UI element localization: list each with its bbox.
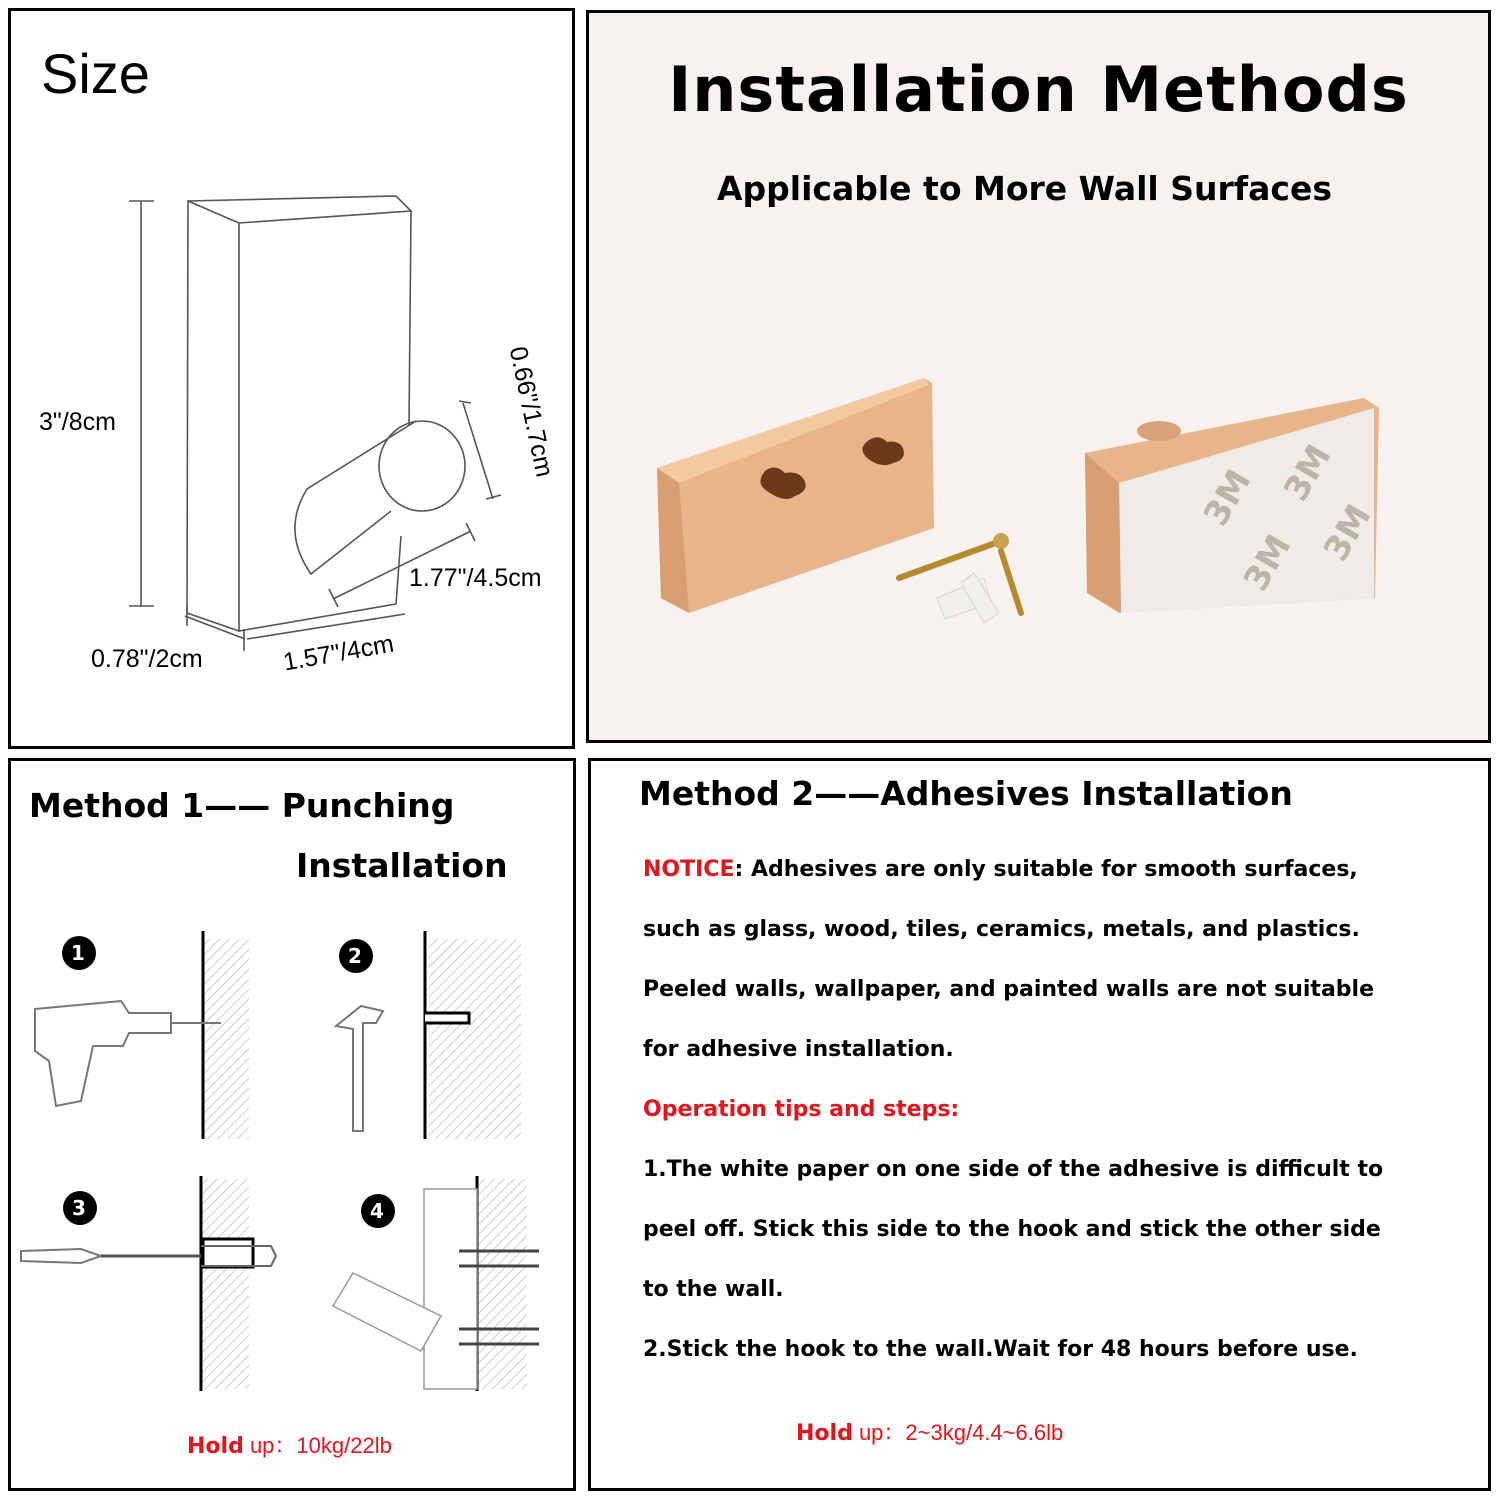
method2-title: Method 2——Adhesives Installation	[639, 774, 1293, 813]
product-photo	[589, 13, 1491, 743]
dim-height-label: 3"/8cm	[39, 408, 116, 436]
step-line-3: to the wall.	[643, 1277, 784, 1302]
step-number-1: 1	[71, 941, 85, 965]
notice-line-3: Peeled walls, wallpaper, and painted walls are not suitable	[643, 977, 1375, 1002]
hold-word: Hold	[187, 1434, 244, 1459]
step-number-4: 4	[370, 1199, 384, 1223]
adhesive-3m-logo: 3M	[1196, 463, 1260, 533]
step-line-4: 2.Stick the hook to the wall.Wait for 48 hours before use.	[643, 1337, 1358, 1362]
method1-title-line2: Installation	[296, 846, 508, 885]
adhesive-3m-logo: 3M	[1316, 498, 1380, 568]
method1-panel	[8, 758, 576, 1491]
step-number-3: 3	[72, 1196, 86, 1220]
drill-icon	[35, 1001, 171, 1106]
size-panel	[8, 8, 575, 749]
step-number-2: 2	[348, 944, 362, 968]
hammer-icon	[336, 1006, 383, 1131]
method2-hold-capacity	[796, 1416, 1063, 1447]
step3-screwdriver	[21, 1176, 276, 1391]
peg-end	[379, 421, 465, 511]
punching-steps-illustration	[11, 761, 576, 1491]
tips-heading: Operation tips and steps:	[643, 1097, 960, 1122]
step-line-2: peel off. Stick this side to the hook and stick the other side	[643, 1217, 1381, 1242]
notice-text: : Adhesives are only suitable for smooth surfaces,	[734, 857, 1358, 882]
hold-value: up：2~3kg/4.4~6.6lb	[852, 1420, 1064, 1445]
screws-and-anchors	[899, 533, 1021, 623]
notice-line-4: for adhesive installation.	[643, 1037, 954, 1062]
installation-subtitle: Applicable to More Wall Surfaces	[717, 169, 1332, 208]
notice-line-2: such as glass, wood, tiles, ceramics, metals, and plastics.	[643, 917, 1360, 942]
dim-peg-diameter-label: 0.66"/1.7cm	[503, 344, 559, 480]
dim-depth-label: 0.78"/2cm	[91, 645, 203, 673]
hold-word: Hold	[796, 1421, 853, 1446]
block-outline	[187, 201, 239, 631]
dim-width-label: 1.57"/4cm	[281, 629, 396, 677]
notice-label: NOTICE	[643, 857, 735, 882]
notice-line-1	[643, 857, 1358, 882]
method2-panel	[588, 758, 1491, 1491]
wood-block-with-keyholes	[657, 378, 934, 613]
dim-peg-length-label: 1.77"/4.5cm	[409, 564, 542, 592]
hook-dimension-drawing	[11, 11, 575, 749]
hold-value: up：10kg/22lb	[243, 1433, 392, 1458]
adhesive-3m-logo: 3M	[1276, 438, 1340, 508]
screwdriver-icon	[21, 1249, 101, 1263]
step-line-1: 1.The white paper on one side of the adhesive is difficult to	[643, 1157, 1384, 1182]
installation-title: Installation Methods	[668, 53, 1409, 126]
method1-hold-capacity	[187, 1429, 392, 1460]
size-title: Size	[41, 42, 150, 105]
installation-panel	[586, 10, 1491, 743]
adhesive-3m-logo: 3M	[1236, 528, 1300, 598]
method1-title-line1: Method 1—— Punching	[29, 786, 455, 825]
